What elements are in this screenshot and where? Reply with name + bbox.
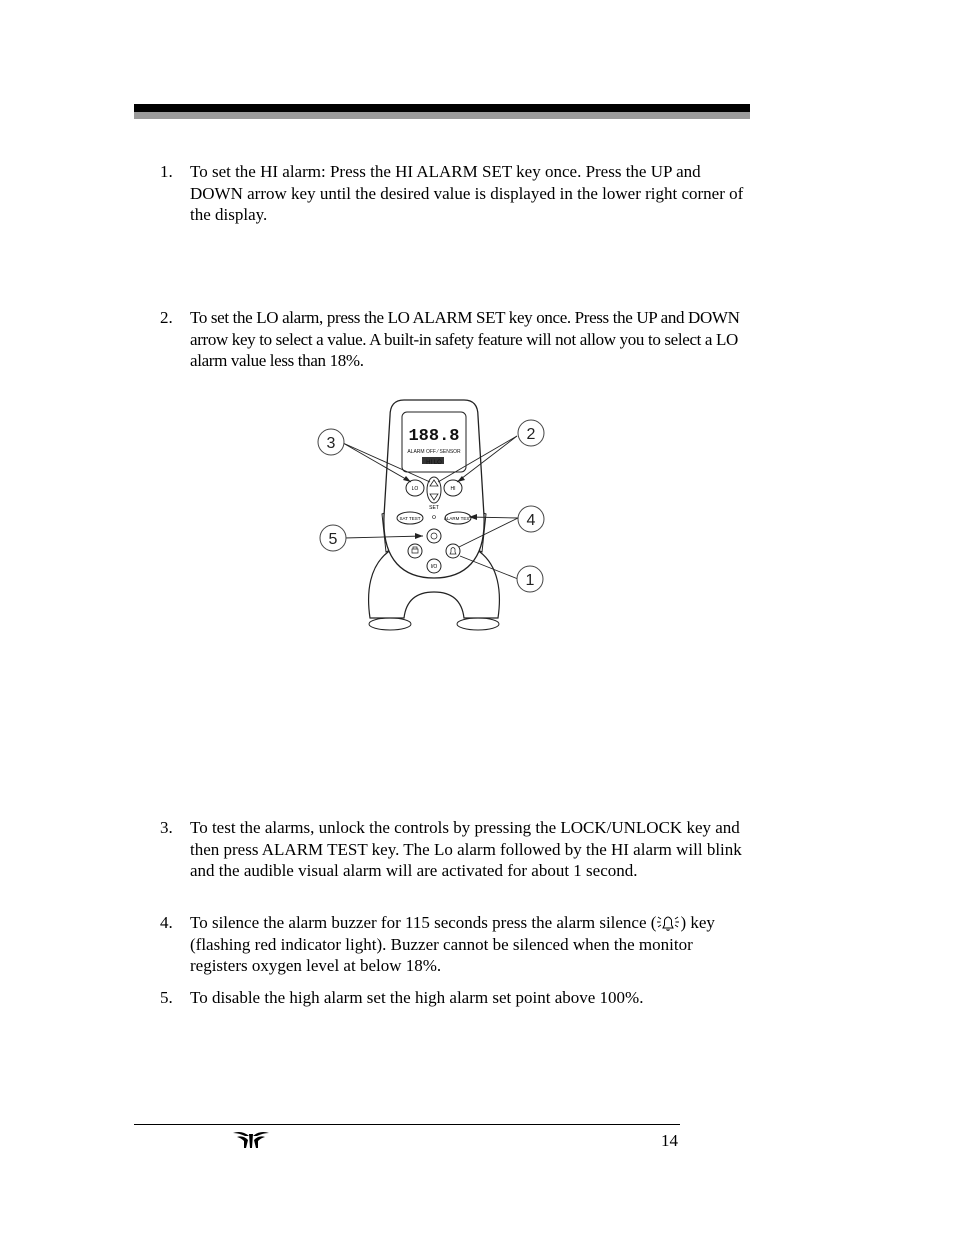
step-number: 5. bbox=[160, 988, 173, 1007]
alarm-test-label: ALARM TEST bbox=[443, 516, 473, 521]
footer-rule bbox=[134, 1124, 680, 1125]
callout-5 bbox=[320, 525, 346, 551]
io-key-label: I/O bbox=[430, 564, 438, 570]
step-text bbox=[190, 912, 750, 977]
step-text: To test the alarms, unlock the controls by pressing the LOCK/UNLOCK key and then press ALARM TEST key. The Lo alarm followed by the HI alarm will blink and the audible visual alarm will are activated for about 1 second. bbox=[190, 818, 742, 880]
callout-4 bbox=[518, 506, 544, 532]
backlight-key[interactable] bbox=[427, 529, 441, 543]
set-label: SET bbox=[429, 505, 439, 511]
right-foot bbox=[457, 618, 499, 630]
callout-2 bbox=[518, 420, 544, 446]
step-text: To disable the high alarm set the high alarm set point above 100%. bbox=[190, 988, 644, 1007]
alarm-silence-key[interactable] bbox=[446, 544, 460, 558]
company-logo-icon bbox=[233, 1130, 269, 1150]
callout-1 bbox=[517, 566, 543, 592]
callout-label: 4 bbox=[526, 512, 536, 529]
step-number: 2. bbox=[160, 308, 173, 327]
battery-labels: HI LO bbox=[426, 460, 442, 466]
display-labels: ALARM OFF ⁄ SENSOR bbox=[407, 449, 461, 455]
callout-label: 1 bbox=[525, 572, 535, 589]
hi-key-label: HI bbox=[450, 486, 456, 492]
step-number: 3. bbox=[160, 818, 173, 837]
lo-key-label: LO bbox=[411, 486, 419, 492]
step-text: To set the HI alarm: Press the HI ALARM SET key once. Press the UP and DOWN arrow key until the desired value is displayed in the lower right corner of the display. bbox=[190, 162, 744, 224]
step-text: To set the LO alarm, press the LO ALARM SET key once. Press the UP and DOWN arrow key to select a value. A built-in safety feature will not allow you to select a LO alarm value less than 18%. bbox=[190, 308, 740, 370]
left-foot bbox=[369, 618, 411, 630]
display-reading: 188.8 bbox=[408, 427, 460, 446]
sat-test-label: SAT TEST bbox=[399, 516, 421, 521]
indicator-light bbox=[433, 516, 436, 519]
page-number: 14 bbox=[661, 1131, 678, 1150]
callout-3 bbox=[318, 429, 344, 455]
callout-label: 5 bbox=[328, 531, 338, 548]
lock-key[interactable] bbox=[408, 544, 422, 558]
oxygen-monitor-figure bbox=[314, 396, 554, 636]
step-number: 4. bbox=[160, 913, 173, 932]
step-text-before: To silence the alarm buzzer for 115 seconds press the alarm silence ( bbox=[190, 913, 657, 932]
alarm-silence-icon bbox=[656, 912, 680, 932]
callout-label: 2 bbox=[526, 426, 536, 443]
up-down-key[interactable] bbox=[427, 477, 441, 503]
step-text-after: ) key (flashing red indicator light). Buzzer cannot be silenced when the monitor registers oxygen level at below 18%. bbox=[190, 913, 715, 975]
step-number: 1. bbox=[160, 162, 173, 181]
callout-label: 3 bbox=[326, 435, 336, 452]
header-rule-shadow bbox=[134, 112, 750, 119]
header-rule bbox=[134, 104, 750, 112]
